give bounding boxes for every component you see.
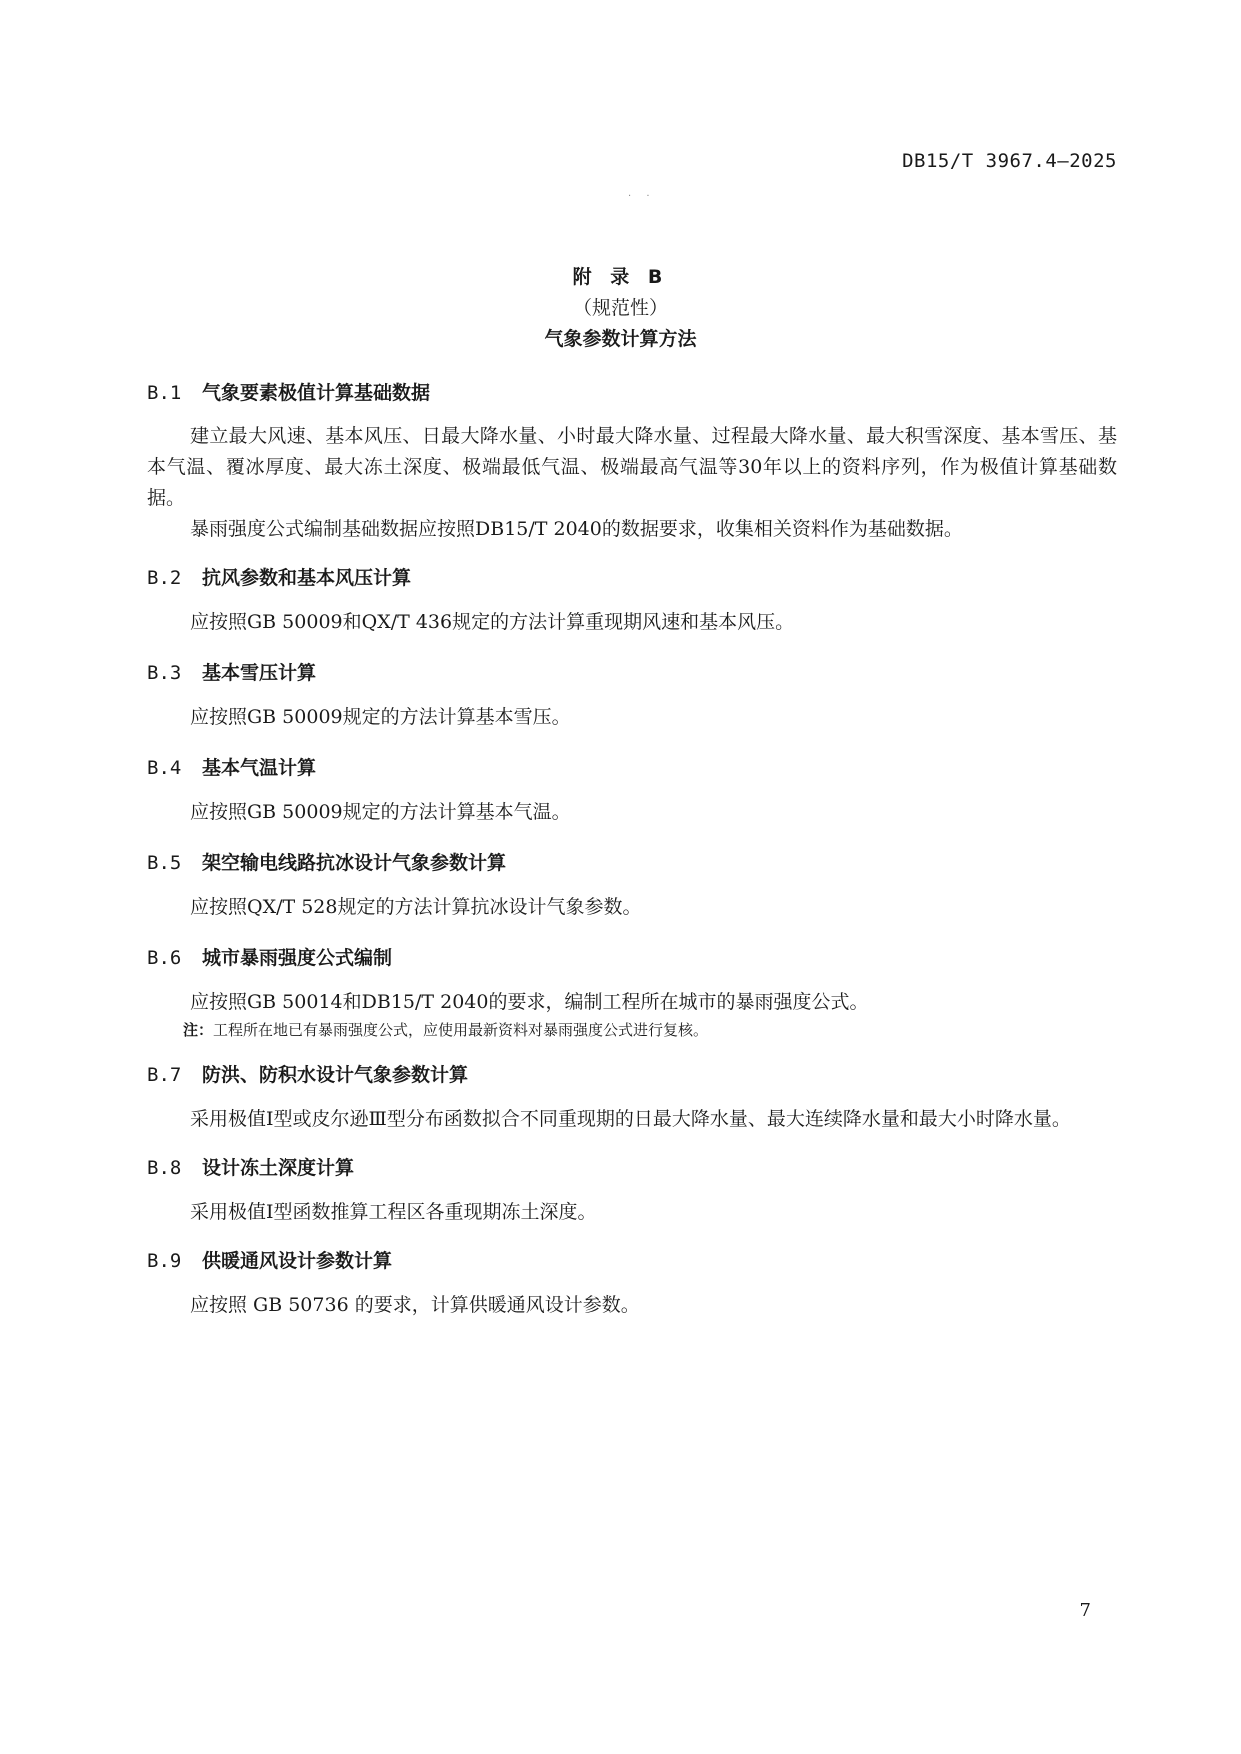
- section-paragraph: 应按照GB 50009规定的方法计算基本雪压。: [190, 706, 571, 728]
- section-b7: [147, 1060, 1117, 1135]
- standard-code: DB15/T 3967.4—2025: [902, 150, 1117, 172]
- section-paragraph: 建立最大风速、基本风压、日最大降水量、小时最大降水量、过程最大降水量、最大积雪深度、基本雪压、基本气温、覆冰厚度、最大冻土深度、极端最低气温、极端最高气温等30年以上的资料序列，作为极值计算基础数据。: [147, 425, 1117, 509]
- page-number: 7: [1079, 1600, 1091, 1621]
- section-heading: [147, 753, 1117, 783]
- section-heading: [147, 378, 1117, 408]
- section-b1: [147, 378, 1117, 545]
- section-number: B.3: [147, 662, 182, 684]
- decorative-dots: · ·: [628, 191, 656, 202]
- section-b5: [147, 848, 1117, 923]
- section-number: B.9: [147, 1250, 182, 1272]
- section-number: B.8: [147, 1157, 182, 1179]
- appendix-nature: （规范性）: [572, 297, 668, 319]
- section-b6: [147, 943, 1117, 1042]
- section-title: 架空输电线路抗冰设计气象参数计算: [202, 852, 507, 874]
- section-number: B.5: [147, 852, 182, 874]
- section-heading: [147, 848, 1117, 878]
- section-title: 设计冻土深度计算: [202, 1157, 355, 1179]
- section-heading: [147, 1060, 1117, 1090]
- section-b9: [147, 1246, 1117, 1321]
- section-paragraph: 采用极值I型函数推算工程区各重现期冻土深度。: [190, 1201, 597, 1223]
- section-title: 基本雪压计算: [202, 662, 317, 684]
- section-number: B.2: [147, 567, 182, 589]
- appendix-title-block: [0, 262, 1241, 355]
- appendix-label: 附 录 B: [572, 266, 669, 288]
- section-b4: [147, 753, 1117, 828]
- section-b2: [147, 563, 1117, 638]
- section-heading: [147, 1246, 1117, 1276]
- section-b8: [147, 1153, 1117, 1228]
- section-title: 城市暴雨强度公式编制: [202, 947, 393, 969]
- section-paragraph: 暴雨强度公式编制基础数据应按照DB15/T 2040的数据要求，收集相关资料作为基础数据。: [190, 518, 963, 540]
- section-b3: [147, 658, 1117, 733]
- section-number: B.4: [147, 757, 182, 779]
- section-paragraph: 应按照GB 50014和DB15/T 2040的要求，编制工程所在城市的暴雨强度公式。: [190, 991, 869, 1013]
- section-paragraph: 应按照GB 50009和QX/T 436规定的方法计算重现期风速和基本风压。: [190, 611, 795, 633]
- section-heading: [147, 1153, 1117, 1183]
- section-heading: [147, 658, 1117, 688]
- section-title: 供暖通风设计参数计算: [202, 1250, 393, 1272]
- section-heading: [147, 943, 1117, 973]
- appendix-content: [147, 378, 1117, 1321]
- appendix-name: 气象参数计算方法: [544, 328, 697, 350]
- note-label: 注：: [183, 1021, 214, 1039]
- section-title: 基本气温计算: [202, 757, 317, 779]
- section-paragraph: 采用极值I型或皮尔逊Ⅲ型分布函数拟合不同重现期的日最大降水量、最大连续降水量和最大小时降水量。: [190, 1108, 1071, 1130]
- section-number: B.6: [147, 947, 182, 969]
- section-paragraph: 应按照QX/T 528规定的方法计算抗冰设计气象参数。: [190, 896, 642, 918]
- section-title: 气象要素极值计算基础数据: [202, 382, 431, 404]
- section-number: B.7: [147, 1064, 182, 1086]
- section-paragraph: 应按照 GB 50736 的要求，计算供暖通风设计参数。: [190, 1294, 640, 1316]
- section-heading: [147, 563, 1117, 593]
- section-number: B.1: [147, 382, 182, 404]
- section-note: [183, 1018, 1117, 1042]
- section-paragraph: 应按照GB 50009规定的方法计算基本气温。: [190, 801, 571, 823]
- section-title: 防洪、防积水设计气象参数计算: [202, 1064, 469, 1086]
- note-text: 工程所在地已有暴雨强度公式，应使用最新资料对暴雨强度公式进行复核。: [213, 1021, 709, 1039]
- section-title: 抗风参数和基本风压计算: [202, 567, 412, 589]
